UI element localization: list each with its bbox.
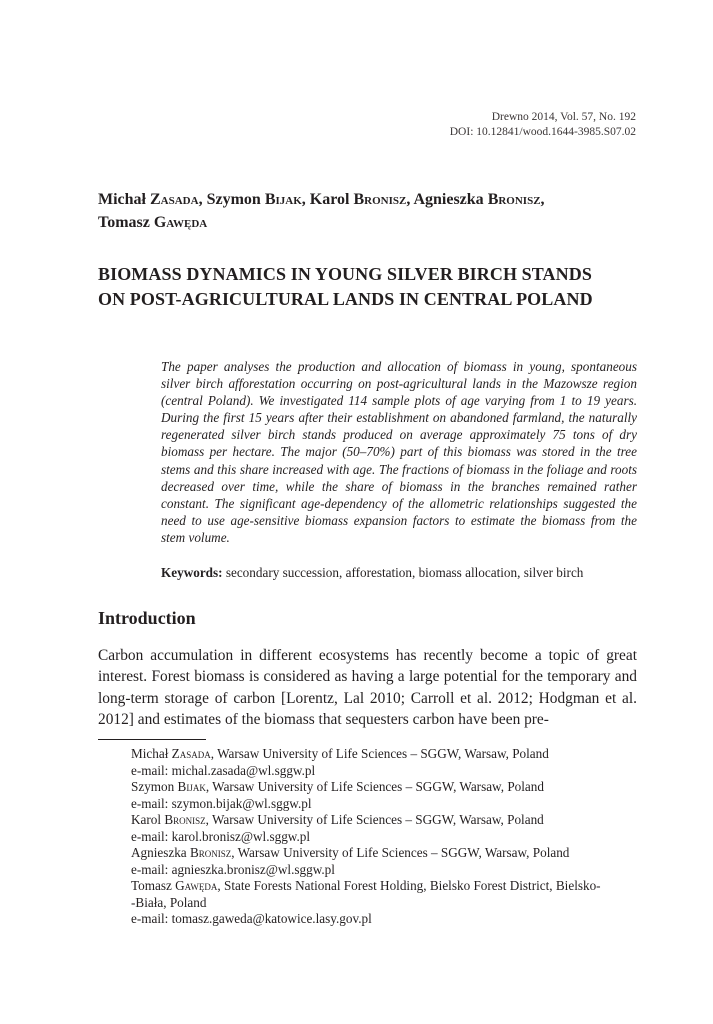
keywords <box>161 564 637 581</box>
title-line: ON POST-AGRICULTURAL LANDS IN CENTRAL POLAND <box>98 289 593 309</box>
journal-reference <box>450 110 636 140</box>
author-name: Karol Bronisz <box>309 191 407 208</box>
footnote-affiliation: Karol Bronisz, Warsaw University of Life Sciences – SGGW, Warsaw, Poland <box>131 812 544 827</box>
introduction-paragraph: Carbon accumulation in different ecosystems has recently become a topic of great interest. Forest biomass is considered as having a large potential for the temporary and long-term storage of carbon [Lorentz, Lal 2010; Carroll et al. 2012; Hodgman et al. 2012] and estimates of the biomass that sequesters carbon have been pre- <box>98 647 637 728</box>
footnote-separator <box>98 739 206 740</box>
paper-title <box>98 262 643 312</box>
footnote-affiliation: Tomasz Gawęda, State Forests National Forest Holding, Bielsko Forest District, Bielsko- <box>131 878 601 893</box>
footnote-email: e-mail: agnieszka.bronisz@wl.sggw.pl <box>131 861 335 877</box>
footnote-email: e-mail: karol.bronisz@wl.sggw.pl <box>131 828 311 844</box>
footnote-affiliation: Agnieszka Bronisz, Warsaw University of Life Sciences – SGGW, Warsaw, Poland <box>131 845 570 860</box>
footnote-affiliation: Michał Zasada, Warsaw University of Life Sciences – SGGW, Warsaw, Poland <box>131 746 549 761</box>
author-name: Szymon Bijak <box>206 191 302 208</box>
keywords-text: secondary succession, afforestation, biomass allocation, silver birch <box>225 565 584 580</box>
footnote-email: e-mail: szymon.bijak@wl.sggw.pl <box>131 795 312 811</box>
keywords-label: Keywords: <box>161 565 223 580</box>
footnotes <box>131 746 641 928</box>
footnote-email: e-mail: michal.zasada@wl.sggw.pl <box>131 762 316 778</box>
abstract: The paper analyses the production and allocation of biomass in young, spontaneous silver birch afforestation occurring on post-agricultural lands in the Mazowsze region (central Poland). We investigated 114 sample plots of age varying from 1 to 19 years. During the first 15 years after their establishment on abandoned farmland, the naturally regenerated silver birch stands produced on average approximately 75 tons of dry biomass per hectare. The major (50–70%) part of this biomass was stored in the tree stems and this share increased with age. The fractions of biomass in the foliage and roots decreased over time, while the share of biomass in the branches remained rather constant. The significant age-dependency of the allometric relationships suggested the need to use age-sensitive biomass expansion factors to estimate the biomass from the stem volume. <box>161 359 637 545</box>
journal-citation: Drewno 2014, Vol. 57, No. 192 <box>491 111 636 123</box>
footnote-affiliation: Szymon Bijak, Warsaw University of Life Sciences – SGGW, Warsaw, Poland <box>131 779 544 794</box>
doi: DOI: 10.12841/wood.1644-3985.S07.02 <box>449 126 636 138</box>
footnote-affiliation-continued: -Biała, Poland <box>131 894 207 910</box>
title-line: BIOMASS DYNAMICS IN YOUNG SILVER BIRCH STANDS <box>98 264 592 284</box>
footnote-email: e-mail: tomasz.gaweda@katowice.lasy.gov.pl <box>131 911 372 926</box>
author-list: Michał Zasada, Szymon Bijak, Karol Bronisz, Agnieszka Bronisz, Tomasz Gawęda <box>98 191 545 231</box>
author-name: Agnieszka Bronisz <box>413 191 541 208</box>
section-heading-introduction: Introduction <box>98 608 196 628</box>
author-name: Tomasz Gawęda <box>98 214 208 231</box>
author-name: Michał Zasada <box>98 191 199 208</box>
